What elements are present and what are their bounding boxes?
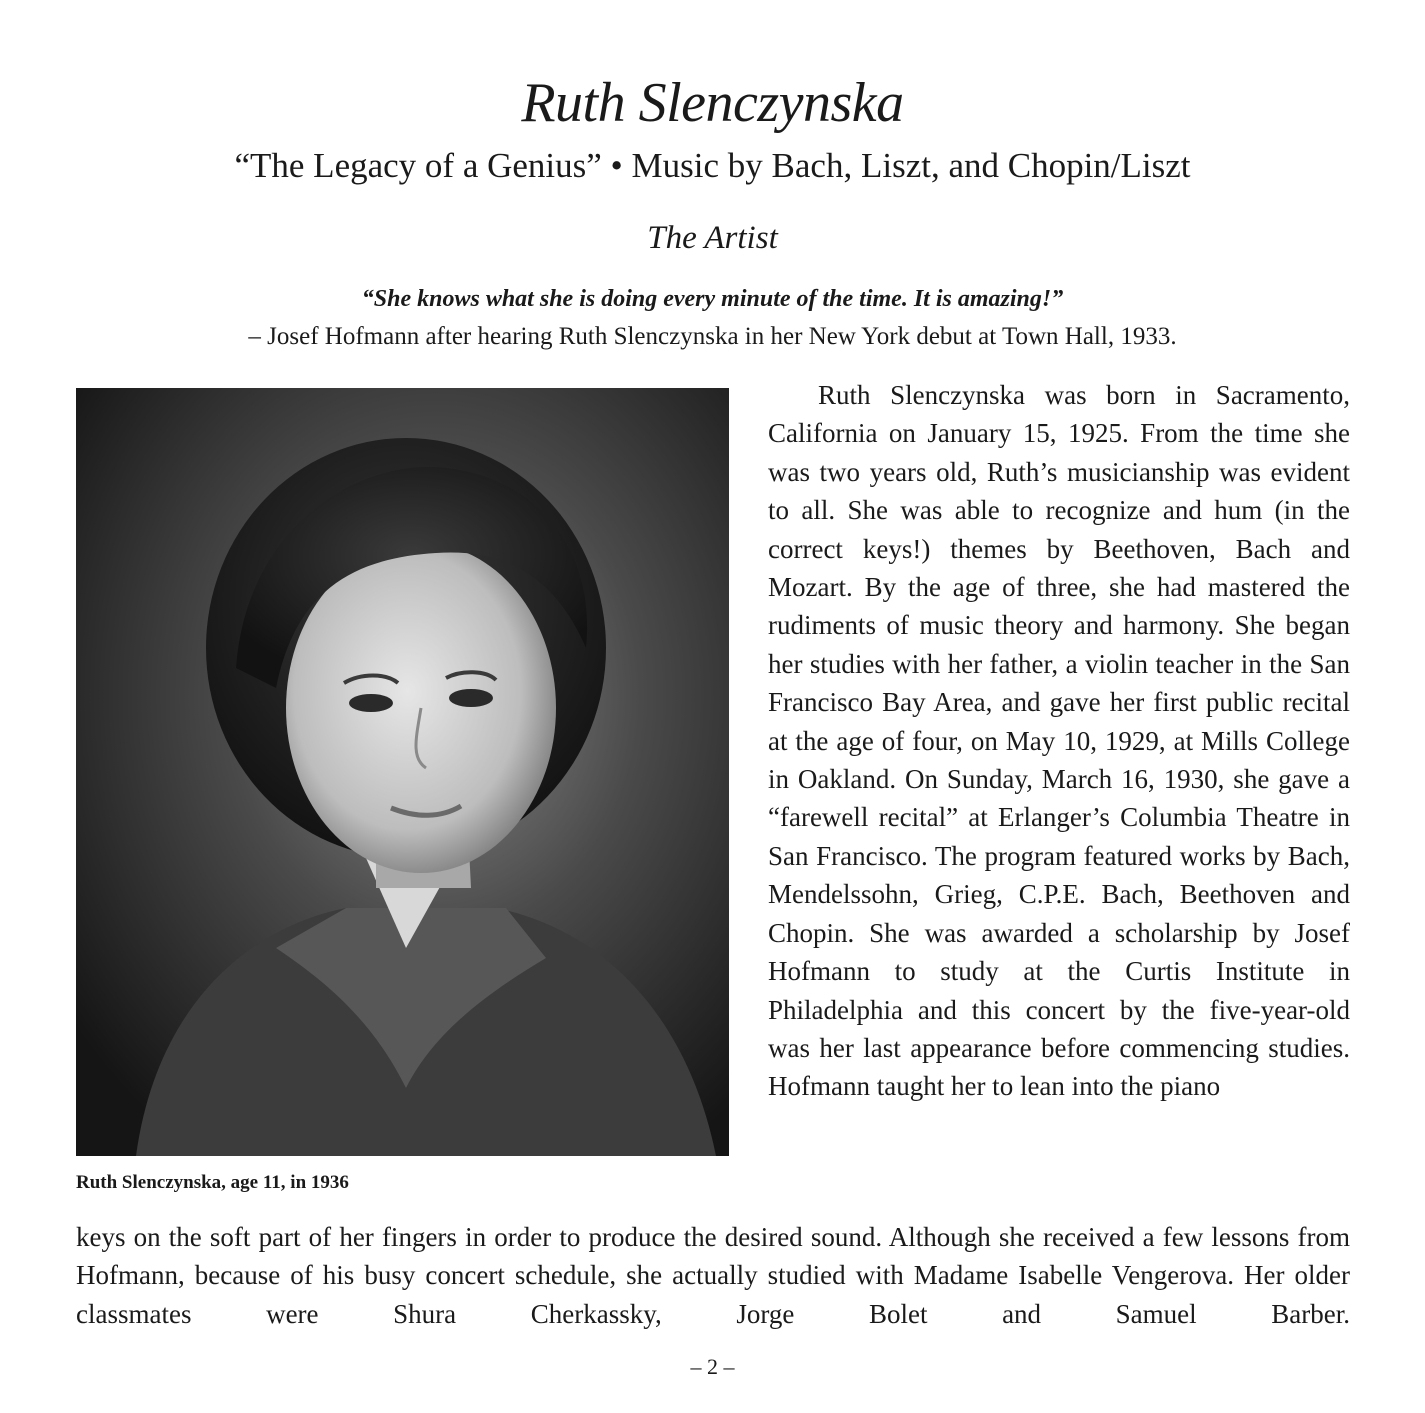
photo-caption: Ruth Slenczynska, age 11, in 1936 bbox=[76, 1172, 349, 1193]
page-title: Ruth Slenczynska bbox=[521, 72, 904, 134]
biography-text-wrapped bbox=[768, 376, 1350, 1106]
biography-text-continued: keys on the soft part of her fingers in order to produce the desired sound. Although she received a few lessons from Hofmann, because of his busy concert schedule, she actually studied with Madame Isabelle Vengerova. Her older classmates were Shura Cherkassky, Jorge Bolet and Samuel Barber. bbox=[76, 1222, 1350, 1329]
epigraph-quote: “She knows what she is doing every minute of the time. It is amazing!” bbox=[361, 286, 1064, 312]
page-number: – 2 – bbox=[690, 1354, 735, 1379]
section-heading: The Artist bbox=[647, 220, 778, 256]
biography-paragraph: Ruth Slenczynska was born in Sacramento, California on January 15, 1925. From the time she was two years old, Ruth’s musicianship was evident to all. She was able to recognize and hum (in the correct keys!) themes by Beethoven, Bach and Mozart. By the age of three, she had mastered the rudiments of music theory and harmony. She began her studies with her father, a violin teacher in the San Francisco Bay Area, and gave her first public recital at the age of four, on May 10, 1929, at Mills College in Oakland. On Sunday, March 16, 1930, she gave a “farewell recital” at Erlanger’s Columbia Theatre in San Francisco. The program featured works by Bach, Mendelssohn, Grieg, C.P.E. Bach, Beethoven and Chopin. She was awarded a scholarship by Josef Hofmann to study at the Curtis Institute in Philadelphia and this concert by the five-year-old was her last appearance before commencing studies. Hofmann taught her to lean into the piano bbox=[768, 380, 1350, 1102]
portrait-illustration bbox=[76, 388, 729, 1156]
program-subtitle: “The Legacy of a Genius” • Music by Bach, Liszt, and Chopin/Liszt bbox=[234, 146, 1191, 185]
epigraph-attribution: – Josef Hofmann after hearing Ruth Slenczynska in her New York debut at Town Hall, 1933. bbox=[248, 323, 1177, 350]
portrait-photo bbox=[76, 388, 729, 1156]
